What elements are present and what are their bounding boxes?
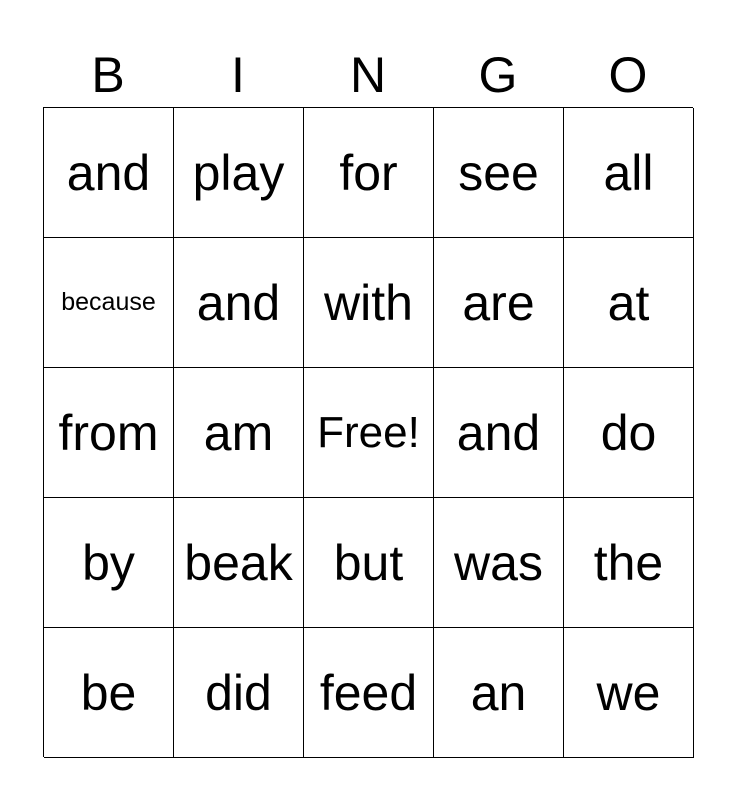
bingo-cell-r4c2[interactable]: beak xyxy=(174,498,304,628)
bingo-free-space[interactable]: Free! xyxy=(304,368,434,498)
header-letter-o: O xyxy=(608,47,648,103)
header-letter-b: B xyxy=(91,47,125,103)
bingo-cell-r2c1[interactable]: because xyxy=(44,238,174,368)
bingo-cell-r5c3[interactable]: feed xyxy=(304,628,434,758)
bingo-cell-r4c3[interactable]: but xyxy=(304,498,434,628)
bingo-cell-r3c5[interactable]: do xyxy=(564,368,694,498)
bingo-cell-r5c4[interactable]: an xyxy=(434,628,564,758)
bingo-cell-r5c2[interactable]: did xyxy=(174,628,304,758)
bingo-cell-r4c5[interactable]: the xyxy=(564,498,694,628)
bingo-cell-r3c1[interactable]: from xyxy=(44,368,174,498)
bingo-cell-r2c3[interactable]: with xyxy=(304,238,434,368)
bingo-cell-r4c1[interactable]: by xyxy=(44,498,174,628)
bingo-cell-r2c2[interactable]: and xyxy=(174,238,304,368)
bingo-cell-r2c5[interactable]: at xyxy=(564,238,694,368)
bingo-board xyxy=(43,107,693,757)
header-letter-g: G xyxy=(478,47,518,103)
bingo-header xyxy=(43,42,693,108)
bingo-cell-r1c3[interactable]: for xyxy=(304,108,434,238)
bingo-cell-r3c2[interactable]: am xyxy=(174,368,304,498)
bingo-cell-r5c1[interactable]: be xyxy=(44,628,174,758)
header-letter-i: I xyxy=(231,47,245,103)
header-letter-n: N xyxy=(349,47,387,103)
bingo-cell-r1c2[interactable]: play xyxy=(174,108,304,238)
bingo-cell-r2c4[interactable]: are xyxy=(434,238,564,368)
bingo-cell-r1c1[interactable]: and xyxy=(44,108,174,238)
bingo-cell-r3c4[interactable]: and xyxy=(434,368,564,498)
bingo-cell-r1c5[interactable]: all xyxy=(564,108,694,238)
bingo-cell-r5c5[interactable]: we xyxy=(564,628,694,758)
bingo-cell-r4c4[interactable]: was xyxy=(434,498,564,628)
bingo-cell-r1c4[interactable]: see xyxy=(434,108,564,238)
